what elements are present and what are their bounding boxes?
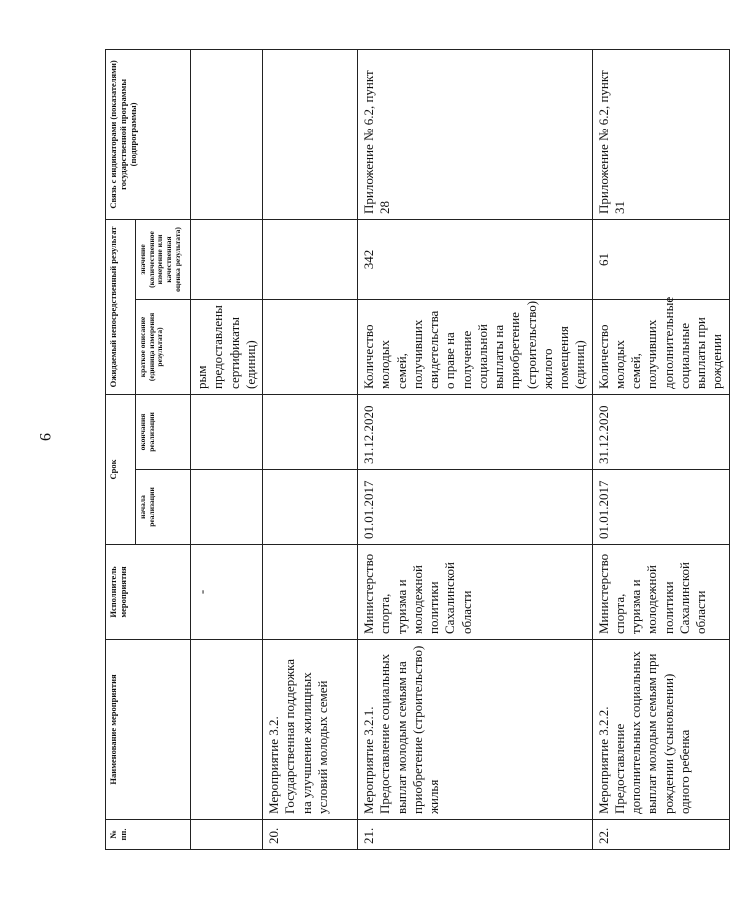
header-term-start: начала реализации xyxy=(136,470,191,545)
row-link xyxy=(263,49,358,219)
header-term-end: окончания реализации xyxy=(136,394,191,469)
row-end xyxy=(263,394,358,469)
cont-start xyxy=(191,470,263,545)
header-result: Ожидаемый непосредственный результат xyxy=(106,219,136,394)
cont-value xyxy=(191,219,263,299)
page-number: 9 xyxy=(36,433,53,441)
row-end: 31.12.2020 xyxy=(358,394,593,469)
header-term: Срок xyxy=(106,394,136,544)
header-link: Связь с индикаторами (показателями) государственной программы (подпрограммы) xyxy=(106,49,191,219)
row-value: 342 xyxy=(358,219,593,299)
header-num: № пп. xyxy=(106,820,191,850)
row-desc xyxy=(263,299,358,394)
row-executor xyxy=(263,545,358,640)
row-name: Мероприятие 3.2.1. Предоставление социальных выплат молодым семьям на приобретение (строительство) жилья xyxy=(358,640,593,820)
row-executor: Министерство спорта, туризма и молодежной политики Сахалинской области xyxy=(592,545,729,640)
cont-link xyxy=(191,49,263,219)
header-name: Наименование мероприятия xyxy=(106,640,191,820)
row-num: 20. xyxy=(263,820,358,850)
row-link: Приложение № 6.2, пункт 28 xyxy=(358,49,593,219)
row-num: 22. xyxy=(592,820,729,850)
header-result-value: значение (количественное измерение или качественная оценка результата) xyxy=(136,219,191,299)
row-end: 31.12.2020 xyxy=(592,394,729,469)
row-start: 01.01.2017 xyxy=(592,470,729,545)
header-row-1 xyxy=(106,49,136,849)
row-value xyxy=(263,219,358,299)
cont-end xyxy=(191,394,263,469)
row-name: Мероприятие 3.2.2. Предоставление дополнительных социальных выплат молодым семьям при рождении (усыновлении) одного ребенка xyxy=(592,640,729,820)
table-row xyxy=(592,49,729,849)
row-executor: Министерство спорта, туризма и молодежной политики Сахалинской области xyxy=(358,545,593,640)
measures-table xyxy=(105,49,730,850)
cont-num xyxy=(191,820,263,850)
row-start xyxy=(263,470,358,545)
row-desc: Количество молодых семей, получивших дополнительные социальные выплаты при рождении xyxy=(592,299,729,394)
table-row xyxy=(263,49,358,849)
cont-desc: рым предоставлены сертификаты (единиц) xyxy=(191,299,263,394)
row-desc: Количество молодых семей, получивших свидетельства о праве на получение социальной выплаты на приобретение (строительство) жилого помещения (единиц) xyxy=(358,299,593,394)
cont-executor: - xyxy=(191,545,263,640)
header-executor: Исполнитель мероприятия xyxy=(106,545,191,640)
table-row-continuation xyxy=(191,49,263,849)
row-num: 21. xyxy=(358,820,593,850)
row-name: Мероприятие 3.2. Государственная поддержка на улучшение жилищных условий молодых семей xyxy=(263,640,358,820)
row-link: Приложение № 6.2, пункт 31 xyxy=(592,49,729,219)
cont-name xyxy=(191,640,263,820)
table-row xyxy=(358,49,593,849)
header-result-desc: краткое описание (единица измерения результата) xyxy=(136,299,191,394)
row-start: 01.01.2017 xyxy=(358,470,593,545)
rotated-table-wrapper xyxy=(105,50,725,850)
row-value: 61 xyxy=(592,219,729,299)
